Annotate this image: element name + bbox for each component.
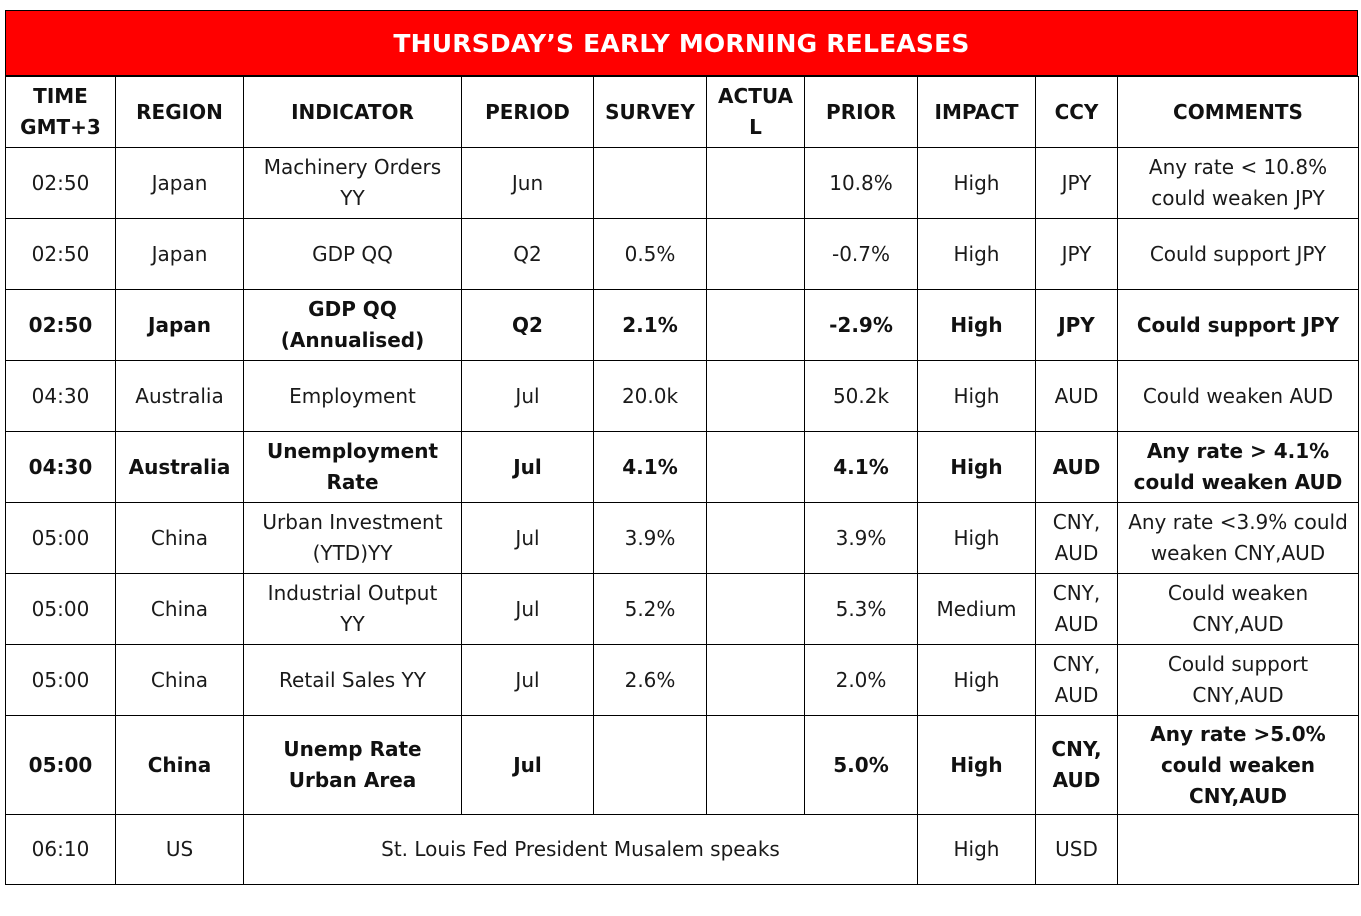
cell-indicator: GDP QQ (Annualised) [244, 290, 462, 361]
cell-region: Japan [116, 290, 244, 361]
cell-event: St. Louis Fed President Musalem speaks [244, 815, 918, 885]
cell-ccy: CNY, AUD [1036, 574, 1118, 645]
cell-period: Q2 [462, 290, 594, 361]
cell-comments [1118, 815, 1359, 885]
cell-prior: 50.2k [805, 361, 918, 432]
table-title: THURSDAY’S EARLY MORNING RELEASES [5, 10, 1358, 76]
cell-time: 05:00 [6, 716, 116, 815]
cell-survey [594, 148, 707, 219]
cell-prior: -2.9% [805, 290, 918, 361]
cell-actual [707, 361, 805, 432]
table-row [6, 716, 1359, 815]
cell-ccy: CNY, AUD [1036, 716, 1118, 815]
cell-comments: Could support JPY [1118, 290, 1359, 361]
cell-region: China [116, 503, 244, 574]
cell-impact: High [918, 290, 1036, 361]
cell-impact: High [918, 361, 1036, 432]
cell-comments: Could support CNY,AUD [1118, 645, 1359, 716]
cell-actual [707, 148, 805, 219]
table-row [6, 290, 1359, 361]
header-survey: SURVEY [594, 77, 707, 148]
cell-actual [707, 716, 805, 815]
cell-ccy: JPY [1036, 290, 1118, 361]
header-row [6, 77, 1359, 148]
header-ccy: CCY [1036, 77, 1118, 148]
cell-region: China [116, 574, 244, 645]
header-region: REGION [116, 77, 244, 148]
cell-actual [707, 432, 805, 503]
cell-time: 02:50 [6, 290, 116, 361]
table-row [6, 574, 1359, 645]
cell-prior: 3.9% [805, 503, 918, 574]
table-row [6, 219, 1359, 290]
cell-time: 02:50 [6, 148, 116, 219]
cell-actual [707, 574, 805, 645]
cell-period: Jul [462, 716, 594, 815]
cell-time: 04:30 [6, 361, 116, 432]
table-row [6, 361, 1359, 432]
header-prior: PRIOR [805, 77, 918, 148]
cell-actual [707, 645, 805, 716]
cell-period: Jul [462, 503, 594, 574]
cell-ccy: AUD [1036, 432, 1118, 503]
cell-region: Australia [116, 432, 244, 503]
cell-time: 05:00 [6, 503, 116, 574]
cell-comments: Could support JPY [1118, 219, 1359, 290]
cell-time: 04:30 [6, 432, 116, 503]
table-row [6, 645, 1359, 716]
cell-prior: 5.0% [805, 716, 918, 815]
cell-survey: 2.1% [594, 290, 707, 361]
cell-period: Jul [462, 574, 594, 645]
cell-survey: 4.1% [594, 432, 707, 503]
cell-indicator: Industrial Output YY [244, 574, 462, 645]
cell-region: Japan [116, 148, 244, 219]
cell-impact: Medium [918, 574, 1036, 645]
header-time: TIME GMT+3 [6, 77, 116, 148]
table-row [6, 432, 1359, 503]
header-comments: COMMENTS [1118, 77, 1359, 148]
cell-impact: High [918, 815, 1036, 885]
header-period: PERIOD [462, 77, 594, 148]
cell-time: 05:00 [6, 574, 116, 645]
cell-actual [707, 290, 805, 361]
cell-indicator: Urban Investment (YTD)YY [244, 503, 462, 574]
cell-region: China [116, 716, 244, 815]
cell-ccy: JPY [1036, 219, 1118, 290]
cell-impact: High [918, 432, 1036, 503]
cell-indicator: Unemp Rate Urban Area [244, 716, 462, 815]
cell-prior: 4.1% [805, 432, 918, 503]
cell-region: Japan [116, 219, 244, 290]
cell-period: Q2 [462, 219, 594, 290]
cell-comments: Any rate < 10.8% could weaken JPY [1118, 148, 1359, 219]
cell-prior: 2.0% [805, 645, 918, 716]
cell-impact: High [918, 219, 1036, 290]
cell-indicator: GDP QQ [244, 219, 462, 290]
header-indicator: INDICATOR [244, 77, 462, 148]
cell-comments: Any rate <3.9% could weaken CNY,AUD [1118, 503, 1359, 574]
cell-comments: Any rate >5.0% could weaken CNY,AUD [1118, 716, 1359, 815]
cell-region: US [116, 815, 244, 885]
cell-actual [707, 503, 805, 574]
table-row [6, 503, 1359, 574]
cell-impact: High [918, 148, 1036, 219]
cell-time: 05:00 [6, 645, 116, 716]
cell-time: 02:50 [6, 219, 116, 290]
cell-comments: Could weaken AUD [1118, 361, 1359, 432]
cell-indicator: Unemployment Rate [244, 432, 462, 503]
cell-indicator: Retail Sales YY [244, 645, 462, 716]
cell-indicator: Machinery Orders YY [244, 148, 462, 219]
cell-ccy: USD [1036, 815, 1118, 885]
table-row [6, 148, 1359, 219]
cell-region: China [116, 645, 244, 716]
cell-comments: Could weaken CNY,AUD [1118, 574, 1359, 645]
cell-region: Australia [116, 361, 244, 432]
cell-ccy: JPY [1036, 148, 1118, 219]
header-impact: IMPACT [918, 77, 1036, 148]
table-row-event [6, 815, 1359, 885]
cell-impact: High [918, 716, 1036, 815]
cell-period: Jun [462, 148, 594, 219]
cell-survey: 20.0k [594, 361, 707, 432]
cell-time: 06:10 [6, 815, 116, 885]
cell-impact: High [918, 503, 1036, 574]
cell-prior: -0.7% [805, 219, 918, 290]
header-actual: ACTUA L [707, 77, 805, 148]
cell-ccy: AUD [1036, 361, 1118, 432]
cell-period: Jul [462, 361, 594, 432]
cell-survey [594, 716, 707, 815]
cell-ccy: CNY, AUD [1036, 503, 1118, 574]
cell-period: Jul [462, 645, 594, 716]
cell-prior: 10.8% [805, 148, 918, 219]
cell-prior: 5.3% [805, 574, 918, 645]
cell-survey: 3.9% [594, 503, 707, 574]
cell-period: Jul [462, 432, 594, 503]
cell-survey: 5.2% [594, 574, 707, 645]
cell-actual [707, 219, 805, 290]
cell-ccy: CNY, AUD [1036, 645, 1118, 716]
releases-calendar [5, 10, 1358, 885]
cell-indicator: Employment [244, 361, 462, 432]
cell-comments: Any rate > 4.1% could weaken AUD [1118, 432, 1359, 503]
cell-impact: High [918, 645, 1036, 716]
cell-survey: 0.5% [594, 219, 707, 290]
cell-survey: 2.6% [594, 645, 707, 716]
releases-table [5, 76, 1359, 885]
